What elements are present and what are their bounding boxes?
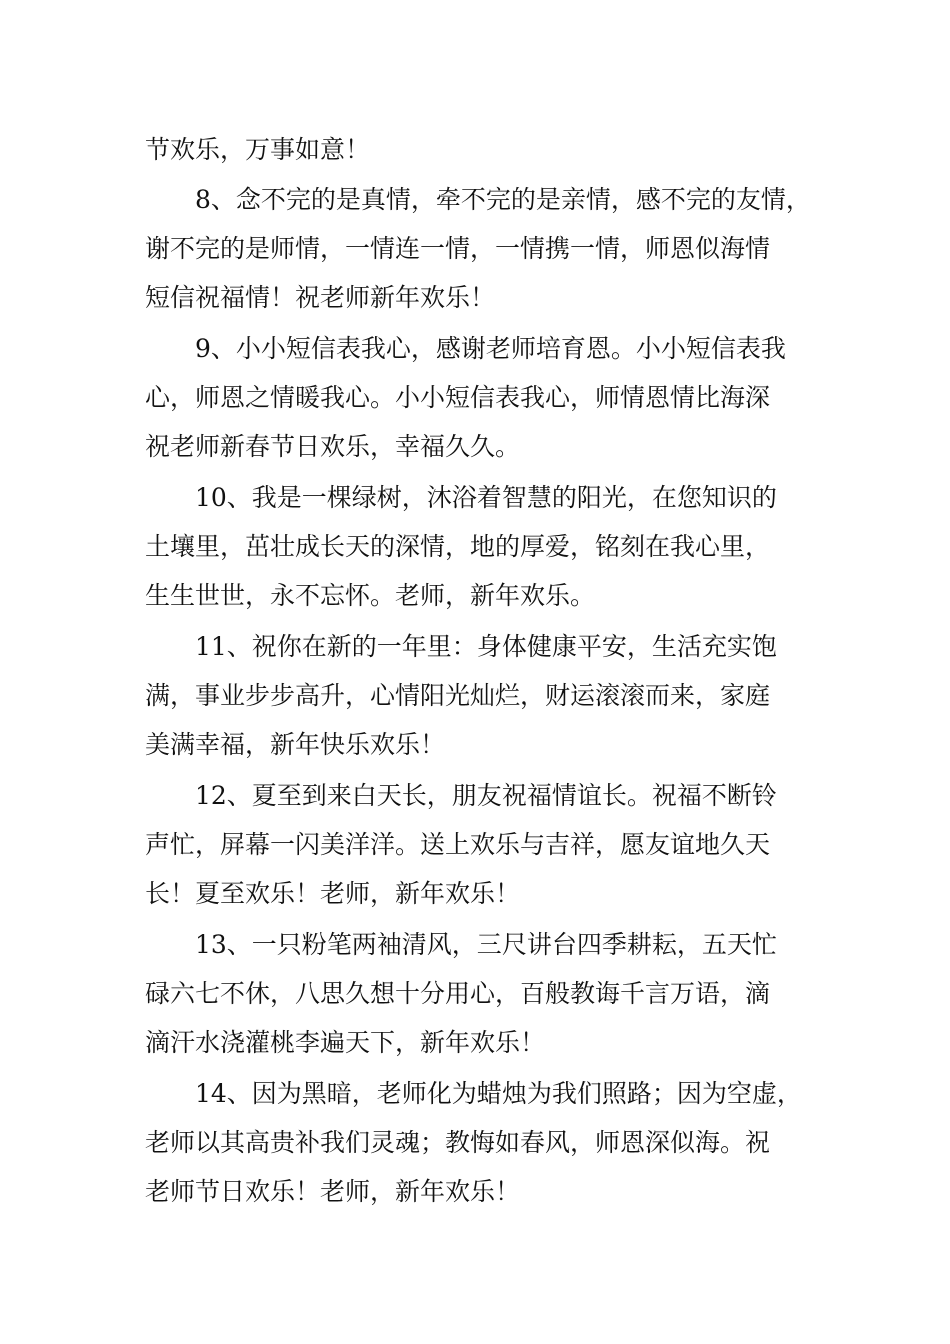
item-8-line-1: 8、念不完的是真情，牵不完的是亲情，感不完的友情， xyxy=(195,185,811,214)
item-11-line-3: 美满幸福，新年快乐欢乐！ xyxy=(145,730,446,759)
item-9-line-3: 祝老师新春节日欢乐，幸福久久。 xyxy=(145,432,521,461)
item-12-line-2: 声忙，屏幕一闪美洋洋。送上欢乐与吉祥，愿友谊地久天 xyxy=(145,830,771,859)
item-13-line-1: 13、一只粉笔两袖清风，三尺讲台四季耕耘，五天忙 xyxy=(195,930,777,959)
item-10-line-3: 生生世世，永不忘怀。老师，新年欢乐。 xyxy=(145,581,596,610)
item-14-line-3: 老师节日欢乐！老师，新年欢乐！ xyxy=(145,1177,521,1206)
item-10-line-2: 土壤里，茁壮成长天的深情，地的厚爱，铭刻在我心里， xyxy=(145,532,771,561)
item-9-line-2: 心，师恩之情暖我心。小小短信表我心，师情恩情比海深 xyxy=(145,383,771,412)
item-14-line-1: 14、因为黑暗，老师化为蜡烛为我们照路；因为空虚， xyxy=(195,1079,802,1108)
item-13-line-2: 碌六七不休，八思久想十分用心，百般教诲千言万语，滴 xyxy=(145,979,771,1008)
item-13-line-3: 滴汗水浇灌桃李遍天下，新年欢乐！ xyxy=(145,1028,546,1057)
item-8-line-3: 短信祝福情！祝老师新年欢乐！ xyxy=(145,283,496,312)
item-11-line-1: 11、祝你在新的一年里：身体健康平安，生活充实饱 xyxy=(195,632,777,661)
item-9-line-1: 9、小小短信表我心，感谢老师培育恩。小小短信表我 xyxy=(195,334,786,363)
item-12-line-3: 长！夏至欢乐！老师，新年欢乐！ xyxy=(145,879,521,908)
item-12-line-1: 12、夏至到来白天长，朋友祝福情谊长。祝福不断铃 xyxy=(195,781,777,810)
item-10-line-1: 10、我是一棵绿树，沐浴着智慧的阳光，在您知识的 xyxy=(195,483,777,512)
item-14-line-2: 老师以其高贵补我们灵魂；教悔如春风，师恩深似海。祝 xyxy=(145,1128,771,1157)
item-11-line-2: 满，事业步步高升，心情阳光灿烂，财运滚滚而来，家庭 xyxy=(145,681,771,710)
item-8-line-2: 谢不完的是师情，一情连一情，一情携一情，师恩似海情 xyxy=(145,234,771,263)
text-line: 节欢乐，万事如意！ xyxy=(145,135,371,164)
